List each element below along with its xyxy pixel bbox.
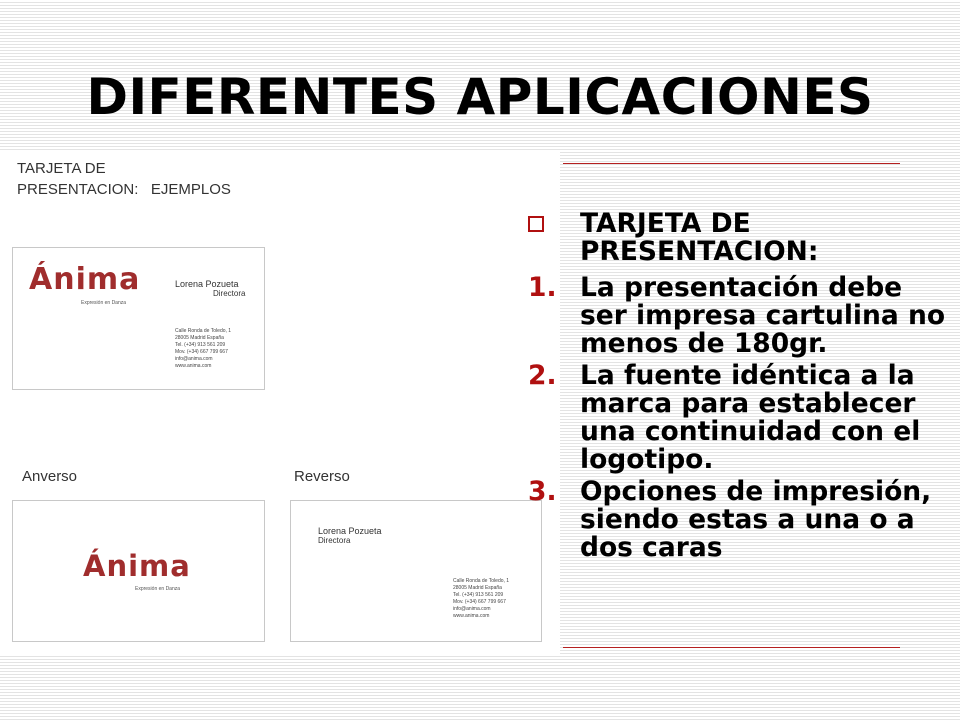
business-card-front — [12, 500, 265, 642]
business-card-back — [290, 500, 542, 642]
bullet-text: TARJETA DE PRESENTACION: — [580, 208, 819, 267]
address-line: info@anima.com — [175, 356, 213, 362]
list-item — [528, 362, 953, 474]
item-number: 2. — [528, 360, 557, 391]
address-line: 28005 Madrid España — [453, 585, 502, 591]
list-item — [528, 478, 953, 562]
item-text: Opciones de impresión, siendo estas a una o a dos caras — [580, 476, 932, 563]
bullet-item — [528, 210, 953, 266]
person-role: Directora — [213, 289, 246, 298]
address-line: Mov. (+34) 667 799 667 — [175, 349, 228, 355]
address-line: Mov. (+34) 667 799 667 — [453, 599, 506, 605]
logo-text: Ánima — [83, 549, 191, 583]
examples-heading-line1: TARJETA DE — [17, 160, 106, 177]
address-line: Calle Ronda de Toledo, 1 — [175, 328, 232, 334]
front-label: Anverso — [22, 468, 78, 485]
square-bullet-icon — [528, 216, 544, 232]
card-address — [175, 328, 231, 370]
back-label: Reverso — [294, 468, 350, 485]
logo-text: Ánima — [29, 262, 141, 297]
logo-tagline: Expresión en Danza — [135, 586, 181, 592]
anima-logo — [83, 549, 191, 592]
item-number: 3. — [528, 476, 557, 507]
card-person — [318, 526, 382, 545]
address-line: info@anima.com — [453, 606, 491, 612]
logo-tagline: Expresión en Danza — [81, 300, 127, 306]
address-line: Calle Ronda de Toledo, 1 — [453, 578, 510, 584]
item-number: 1. — [528, 272, 557, 303]
divider-top — [563, 163, 900, 164]
slide-content — [528, 210, 953, 566]
examples-heading-line2: PRESENTACION: EJEMPLOS — [17, 181, 231, 198]
card-address — [453, 578, 509, 620]
person-role: Directora — [318, 536, 351, 545]
slide-title: DIFERENTES APLICACIONES — [86, 68, 874, 126]
person-name: Lorena Pozueta — [175, 279, 239, 289]
anima-logo — [29, 262, 141, 306]
divider-bottom — [563, 647, 900, 648]
address-line: Tel. (+34) 913 561 209 — [175, 342, 226, 348]
address-line: 28005 Madrid España — [175, 335, 224, 341]
address-line: Tel. (+34) 913 561 209 — [453, 592, 504, 598]
address-line: www.anima.com — [453, 613, 490, 619]
item-text: La fuente idéntica a la marca para establecer una continuidad con el logotipo. — [580, 360, 921, 475]
business-card-full — [12, 247, 265, 390]
person-name: Lorena Pozueta — [318, 526, 382, 536]
address-line: www.anima.com — [175, 363, 212, 369]
item-text: La presentación debe ser impresa cartulina no menos de 180gr. — [580, 272, 946, 359]
examples-heading — [17, 158, 231, 200]
card-person — [175, 279, 245, 298]
business-card-examples-image — [0, 150, 560, 655]
list-item — [528, 274, 953, 358]
